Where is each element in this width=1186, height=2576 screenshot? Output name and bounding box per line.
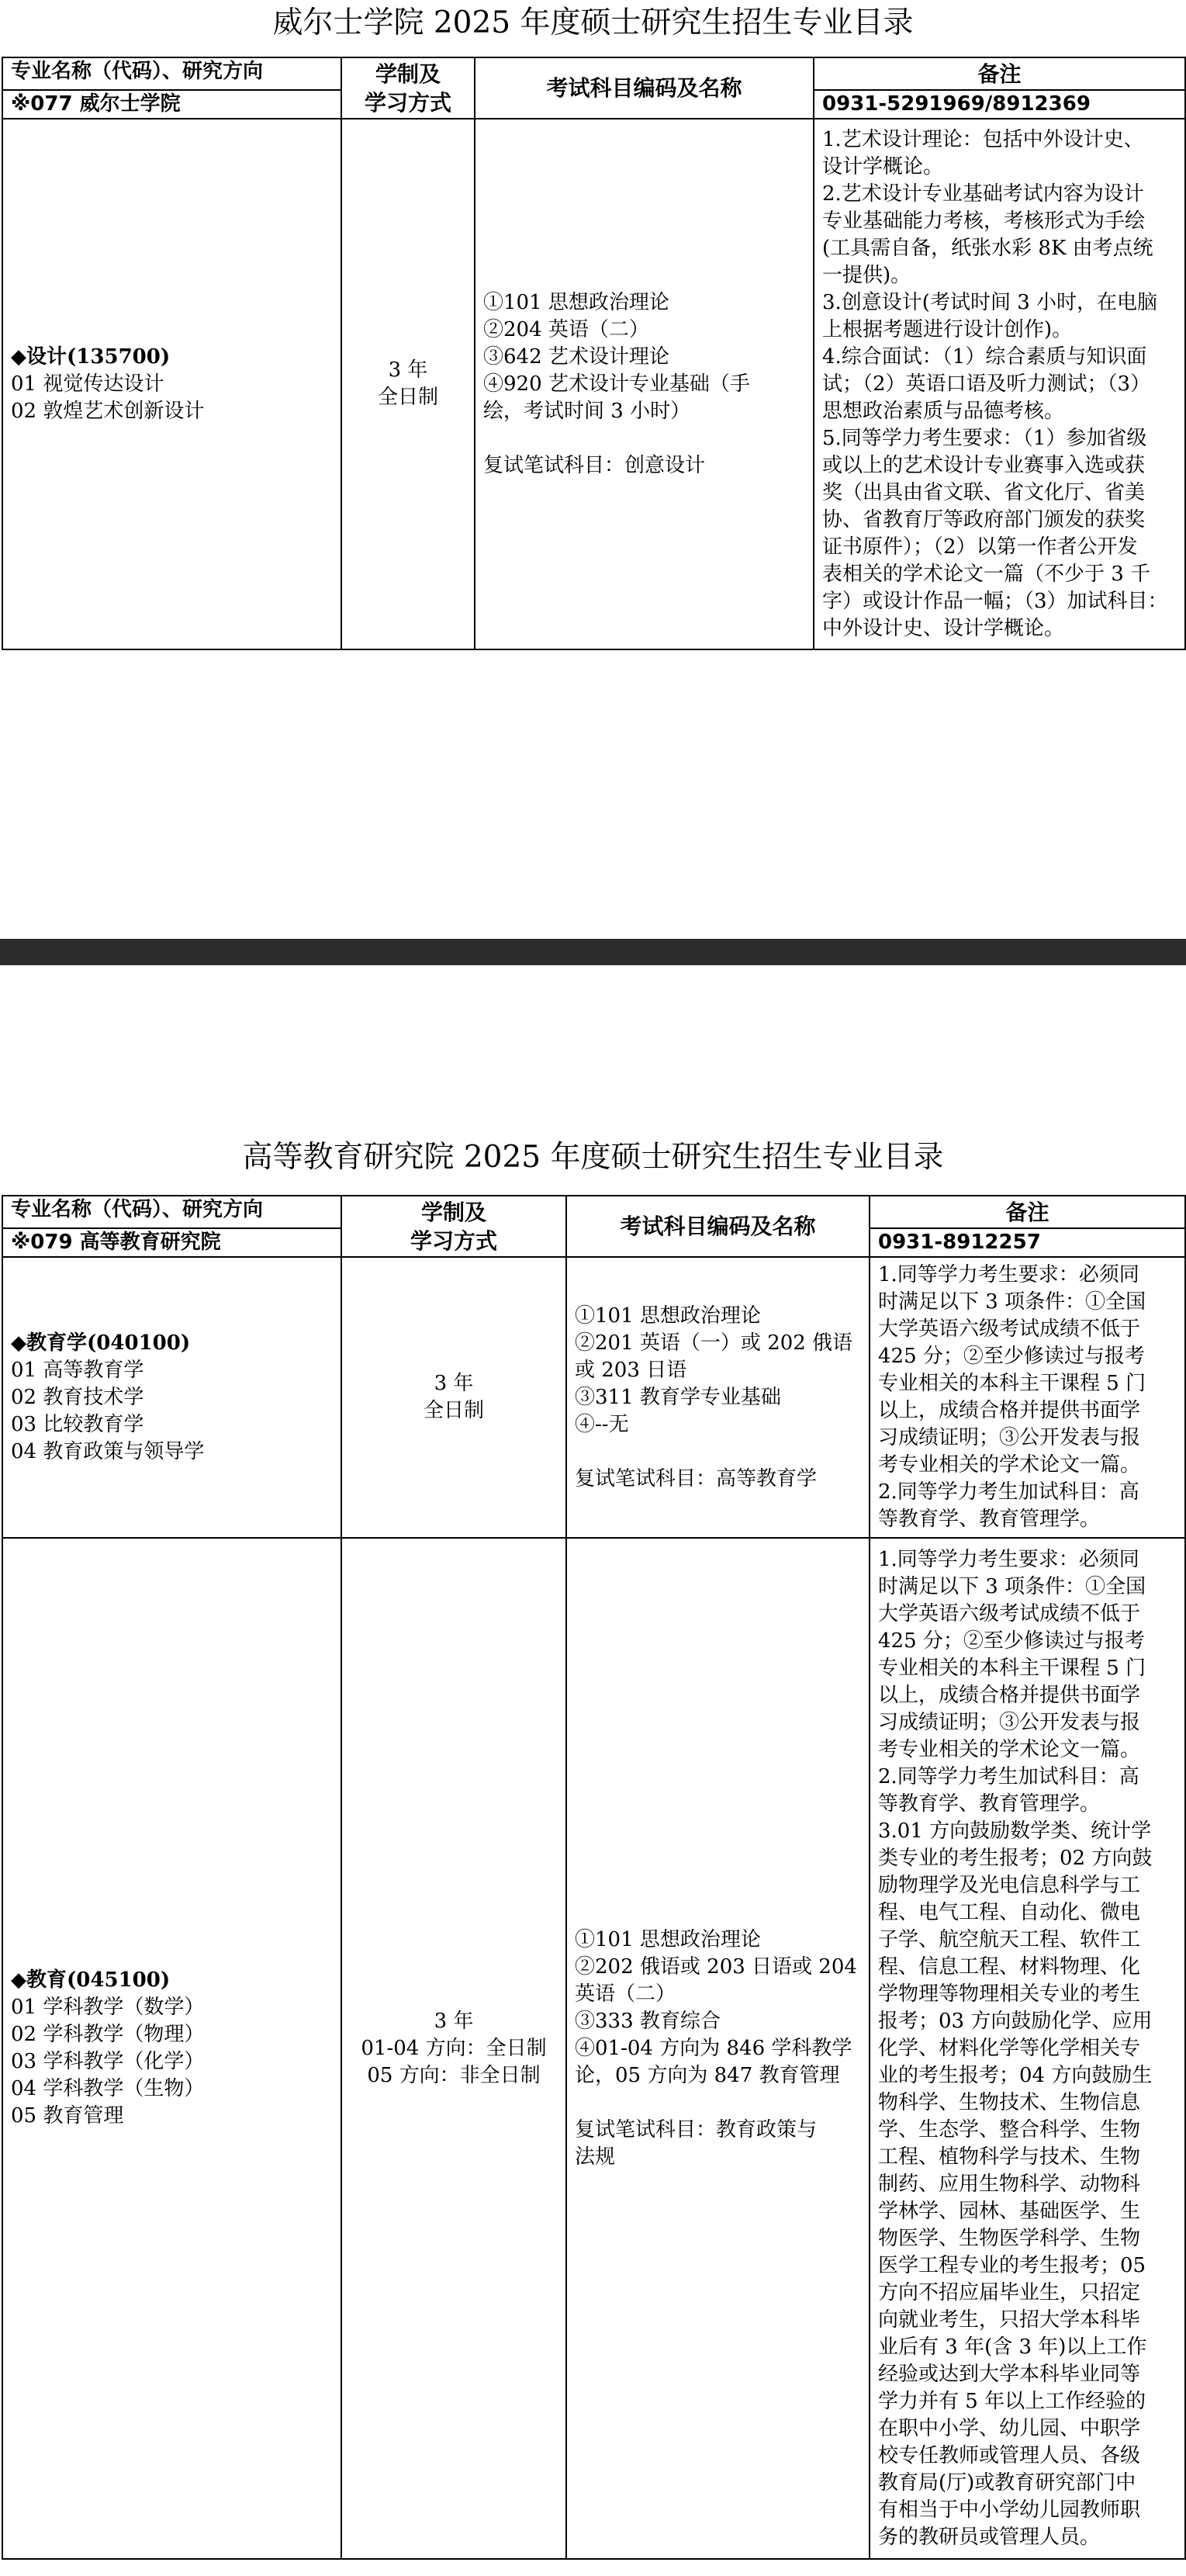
department-name: ※079 高等教育研究院 xyxy=(2,1228,341,1257)
column-header-major: 专业名称（代码）、研究方向 xyxy=(2,1196,341,1228)
direction-item: 01 高等教育学 xyxy=(11,1358,144,1382)
table-row xyxy=(2,1538,1185,2559)
retest-subject: 复试笔试科目：教育政策与 xyxy=(575,2117,818,2141)
exam-item: ①101 思想政治理论 xyxy=(575,1927,761,1951)
column-header-notes: 备注 xyxy=(870,1196,1185,1228)
catalog-table xyxy=(2,57,1186,650)
exam-item: 或 203 日语 xyxy=(575,1358,687,1382)
page-title: 高等教育研究院 2025 年度硕士研究生招生专业目录 xyxy=(242,1140,944,1175)
exam-item: ②204 英语（二） xyxy=(483,317,649,341)
page-separator xyxy=(0,939,1186,965)
exam-cell xyxy=(475,119,814,649)
exam-cell xyxy=(566,1538,870,2559)
catalog-table xyxy=(2,1195,1186,2560)
column-header-major: 专业名称（代码）、研究方向 xyxy=(2,57,341,90)
direction-item: 02 敦煌艺术创新设计 xyxy=(11,399,205,423)
direction-item: 03 学科教学（化学） xyxy=(11,2050,205,2073)
exam-item: 英语（二） xyxy=(575,1982,676,2006)
exam-item: ③333 教育综合 xyxy=(575,2009,721,2033)
exam-item: ④--无 xyxy=(575,1412,629,1436)
duration-cell: 3 年 01-04 方向：全日制 05 方向：非全日制 xyxy=(341,1538,566,2559)
direction-item: 02 教育技术学 xyxy=(11,1385,144,1409)
contact-phone: 0931-5291969/8912369 xyxy=(814,90,1185,119)
column-header-notes: 备注 xyxy=(814,57,1185,90)
direction-item: 01 学科教学（数学） xyxy=(11,1996,205,2019)
duration-cell: 3 年 全日制 xyxy=(341,1257,566,1538)
exam-item: ①101 思想政治理论 xyxy=(575,1304,761,1328)
contact-phone: 0931-8912257 xyxy=(870,1228,1185,1257)
catalog-page-higher-education xyxy=(0,965,1186,2576)
notes-cell: 1.艺术设计理论：包括中外设计史、 设计学概论。 2.艺术设计专业基础考试内容为设计 专业基础能力考核，考核形式为手绘 (工具需自备，纸张水彩 8K 由考点统 一提供)。 3.创意设计(考试时间 3 小时，在电脑 上根据考题进行设计创作)。 4.综合面试：（1）综合素质与知识面 试；（2）英语口语及听力测试；（3） 思想政治素质与品德考核。 5.同等学力考生要求：（1）参加省级 或以上的艺术设计专业赛事入选或获 奖（出具由省文联、省文化厅、省美 协、省教育厅等政府部门颁发的获奖 证书原件）；（2）以第一作者公开发 表相关的学术论文一篇（不少于 3 千 字）或设计作品一幅；（3）加试科目： 中外设计史、设计学概论。 xyxy=(814,119,1185,649)
duration-cell: 3 年 全日制 xyxy=(341,119,475,649)
exam-item: ①101 思想政治理论 xyxy=(483,290,669,314)
exam-cell xyxy=(566,1257,870,1538)
direction-item: 01 视觉传达设计 xyxy=(11,372,164,396)
table-row xyxy=(2,119,1185,649)
retest-subject: 复试笔试科目：创意设计 xyxy=(483,453,706,477)
column-header-exam: 考试科目编码及名称 xyxy=(566,1196,870,1257)
retest-subject: 复试笔试科目：高等教育学 xyxy=(575,1466,818,1491)
exam-item: 绘，考试时间 3 小时） xyxy=(483,399,691,423)
direction-item: 05 教育管理 xyxy=(11,2104,124,2128)
major-name: ◆教育(045100) xyxy=(11,1968,171,1992)
direction-item: 04 学科教学（生物） xyxy=(11,2077,205,2100)
major-name: ◆教育学(040100) xyxy=(11,1331,191,1355)
table-header-row xyxy=(2,1196,1185,1228)
major-name: ◆设计(135700) xyxy=(11,345,171,369)
major-cell xyxy=(2,1257,341,1538)
column-header-duration: 学制及 学习方式 xyxy=(341,57,475,119)
exam-item: ③642 艺术设计理论 xyxy=(483,345,669,369)
major-cell xyxy=(2,119,341,649)
notes-cell: 1.同等学力考生要求：必须同 时满足以下 3 项条件：①全国 大学英语六级考试成绩不低于 425 分；②至少修读过与报考 专业相关的本科主干课程 5 门 以上，成绩合格并提供书面学 习成绩证明；③公开发表与报 考专业相关的学术论文一篇。 2.同等学力考生加试科目：高 等教育学、教育管理学。 3.01 方向鼓励数学类、统计学 类专业的考生报考；02 方向鼓 励物理学及光电信息科学与工 程、电气工程、自动化、微电 子学、航空航天工程、软件工 程、信息工程、材料物理、化 学物理等物理相关专业的考生 报考；03 方向鼓励化学、应用 化学、材料化学等化学相关专 业的考生报考；04 方向鼓励生 物科学、生物技术、生物信息 学、生态学、整合科学、生物 工程、植物科学与技术、生物 制药、应用生物科学、动物科 学林学、园林、基础医学、生 物医学、生物医学科学、生物 医学工程专业的考生报考；05 方向不招应届毕业生，只招定 向就业考生，只招大学本科毕 业后有 3 年(含 3 年)以上工作 经验或达到大学本科毕业同等 学力并有 5 年以上工作经验的 在职中小学、幼儿园、中职学 校专任教师或管理人员、各级 教育局(厅)或教育研究部门中 有相当于中小学幼儿园教师职 务的教研员或管理人员。 xyxy=(870,1538,1185,2559)
table-row xyxy=(2,1257,1185,1538)
catalog-page-welsh xyxy=(0,0,1186,939)
column-header-duration: 学制及 学习方式 xyxy=(341,1196,566,1257)
direction-item: 03 比较教育学 xyxy=(11,1412,144,1436)
major-cell xyxy=(2,1538,341,2559)
page-title: 威尔士学院 2025 年度硕士研究生招生专业目录 xyxy=(272,5,914,40)
exam-item: ②202 俄语或 203 日语或 204 xyxy=(575,1955,857,1979)
department-name: ※077 威尔士学院 xyxy=(2,90,341,119)
direction-item: 02 学科教学（物理） xyxy=(11,2023,205,2046)
column-header-exam: 考试科目编码及名称 xyxy=(475,57,814,119)
retest-subject: 法规 xyxy=(575,2145,616,2169)
exam-item: ④01-04 方向为 846 学科教学 xyxy=(575,2036,852,2060)
direction-item: 04 教育政策与领导学 xyxy=(11,1439,205,1463)
notes-cell: 1.同等学力考生要求：必须同 时满足以下 3 项条件：①全国 大学英语六级考试成绩不低于 425 分；②至少修读过与报考 专业相关的本科主干课程 5 门 以上，成绩合格并提供书面学 习成绩证明；③公开发表与报 考专业相关的学术论文一篇。 2.同等学力考生加试科目：高 等教育学、教育管理学。 xyxy=(870,1257,1185,1538)
exam-item: ③311 教育学专业基础 xyxy=(575,1385,781,1409)
exam-item: ④920 艺术设计专业基础（手 xyxy=(483,372,750,396)
exam-item: 论，05 方向为 847 教育管理 xyxy=(575,2063,840,2087)
exam-item: ②201 英语（一）或 202 俄语 xyxy=(575,1331,853,1355)
table-header-row xyxy=(2,57,1185,90)
